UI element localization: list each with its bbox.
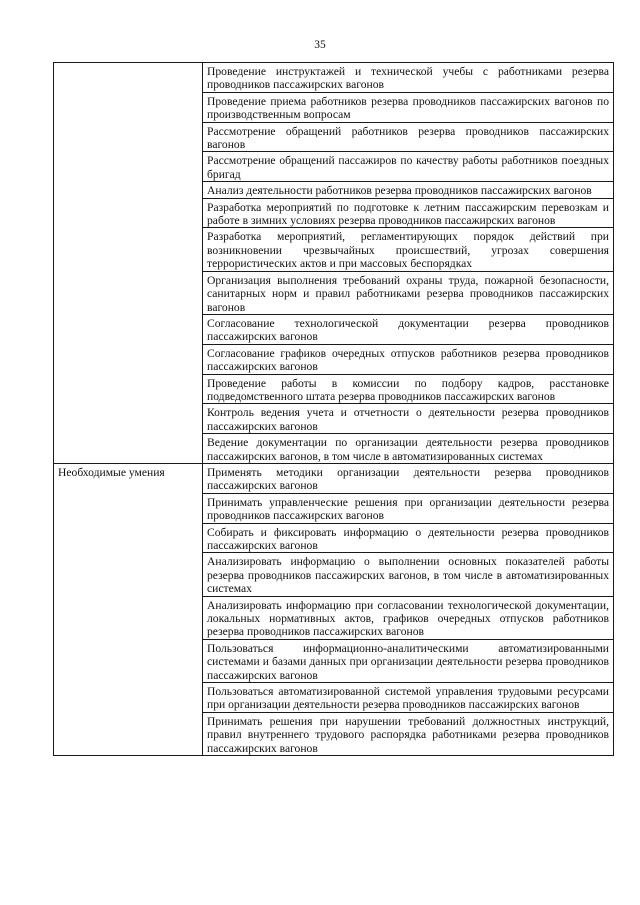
requirements-table-body xyxy=(54,63,614,756)
table-cell-item: Рассмотрение обращений работников резерва проводников пассажирских вагонов xyxy=(203,122,614,152)
table-cell-item: Применять методики организации деятельности резерва проводников пассажирских вагонов xyxy=(203,463,614,493)
section-label-cell-empty xyxy=(54,63,203,464)
table-cell-item: Рассмотрение обращений пассажиров по качеству работы работников поездных бригад xyxy=(203,152,614,182)
table-row xyxy=(54,63,614,93)
table-cell-item: Анализировать информацию при согласовании технологической документации, локальных нормативных актов, графиков очередных отпусков работников резерва проводников пассажирских вагонов xyxy=(203,596,614,639)
table-cell-item: Собирать и фиксировать информацию о деятельности резерва проводников пассажирских вагонов xyxy=(203,523,614,553)
table-cell-item: Анализировать информацию о выполнении основных показателей работы резерва проводников пассажирских вагонов, в том числе в автоматизированных системах xyxy=(203,553,614,596)
page-number: 35 xyxy=(314,39,326,51)
requirements-table xyxy=(53,62,614,756)
table-cell-item: Принимать управленческие решения при организации деятельности резерва проводников пассажирских вагонов xyxy=(203,493,614,523)
table-cell-item: Пользоваться автоматизированной системой управления трудовыми ресурсами при организации деятельности резерва проводников пассажирских вагонов xyxy=(203,683,614,713)
table-cell-item: Проведение работы в комиссии по подбору кадров, расстановке подведомственного штата резерва проводников пассажирских вагонов xyxy=(203,374,614,404)
table-row xyxy=(54,463,614,493)
table-cell-item: Согласование технологической документации резерва проводников пассажирских вагонов xyxy=(203,314,614,344)
table-cell-item: Ведение документации по организации деятельности резерва проводников пассажирских вагонов, в том числе в автоматизированных системах xyxy=(203,434,614,464)
table-cell-item: Анализ деятельности работников резерва проводников пассажирских вагонов xyxy=(203,182,614,198)
table-cell-item: Контроль ведения учета и отчетности о деятельности резерва проводников пассажирских вагонов xyxy=(203,404,614,434)
table-cell-item: Разработка мероприятий по подготовке к летним пассажирским перевозкам и работе в зимних условиях резерва проводников пассажирских вагонов xyxy=(203,198,614,228)
section-label-cell: Необходимые умения xyxy=(54,463,203,755)
table-cell-item: Проведение приема работников резерва проводников пассажирских вагонов по производственным вопросам xyxy=(203,92,614,122)
table-cell-item: Разработка мероприятий, регламентирующих порядок действий при возникновении чрезвычайных происшествий, угрозах совершения террористических актов и при массовых беспорядках xyxy=(203,228,614,271)
table-cell-item: Организация выполнения требований охраны труда, пожарной безопасности, санитарных норм и правил работниками резерва проводников пассажирских вагонов xyxy=(203,271,614,314)
table-cell-item: Проведение инструктажей и технической учебы с работниками резерва проводников пассажирских вагонов xyxy=(203,63,614,93)
requirements-table-wrap xyxy=(53,62,613,756)
table-cell-item: Пользоваться информационно-аналитическими автоматизированными системами и базами данных при организации деятельности резерва проводников пассажирских вагонов xyxy=(203,639,614,682)
table-cell-item: Принимать решения при нарушении требований должностных инструкций, правил внутреннего трудового распорядка работниками резерва проводников пассажирских вагонов xyxy=(203,712,614,755)
table-cell-item: Согласование графиков очередных отпусков работников резерва проводников пассажирских вагонов xyxy=(203,344,614,374)
